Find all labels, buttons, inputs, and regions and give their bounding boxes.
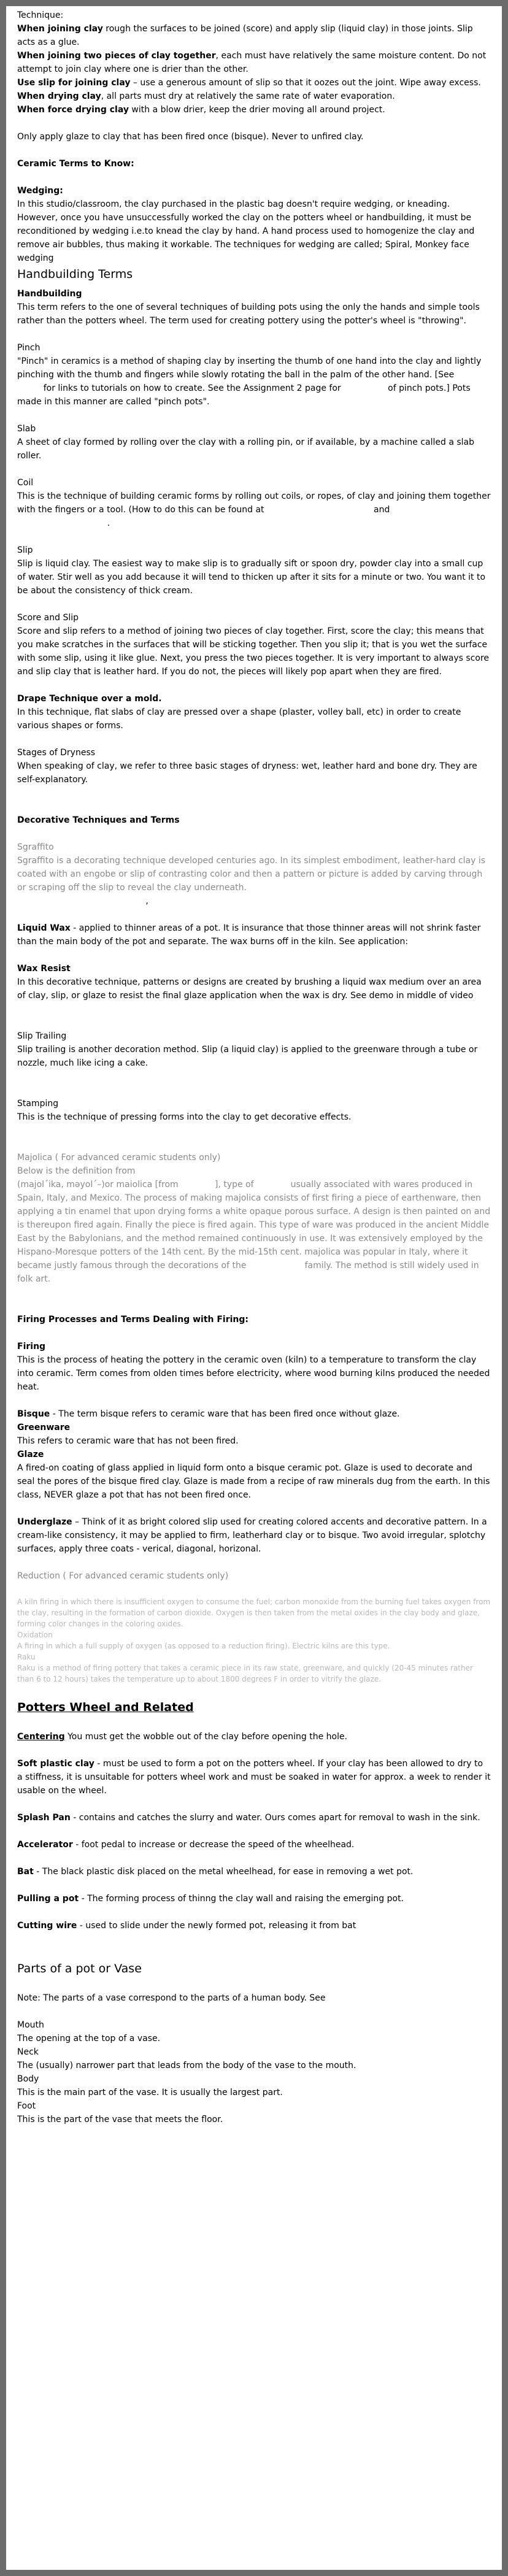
stamping-title: Stamping	[17, 1099, 59, 1109]
parts-heading: Parts of a pot or Vase	[17, 1962, 142, 1975]
term-text: for links to tutorials on how to create. See the Assignment 2 page for	[43, 383, 341, 393]
decorative-heading: Decorative Techniques and Terms	[17, 815, 180, 825]
part-title: Body	[17, 2074, 39, 2084]
wax-resist-link[interactable]: wax resist demo video link	[17, 1004, 132, 1014]
tip-term: When joining clay	[17, 24, 103, 34]
underglaze	[17, 1515, 491, 1556]
raku-text: Raku is a method of firing pottery that takes a ceramic piece in its raw state, greenware, and quickly (20-45 minutes rather than 6 to 12 hours) takes the temperature up to about 1800 degrees F in order to vitrify the glaze.	[17, 1664, 473, 1683]
tip-drying	[17, 90, 491, 103]
term-title: Bisque	[17, 1409, 50, 1419]
firing-heading: Firing Processes and Terms Dealing with Firing:	[17, 1315, 249, 1325]
tip-text: , each must have relatively the same moisture content. Do not attempt to join clay where one is drier than the other.	[17, 51, 487, 74]
term-title: Bat	[17, 1867, 34, 1877]
term-text: ], type of	[215, 1180, 254, 1190]
pinch-text	[17, 355, 491, 409]
term-title: Soft plastic clay	[17, 1759, 94, 1769]
term-text: and	[374, 505, 390, 515]
term-text: A sheet of clay formed by rolling over the clay with a rolling pin, or if available, by a machine called a slab roller.	[17, 437, 475, 461]
term-text: - used to slide under the newly formed pot, releasing it from bat	[77, 1921, 356, 1931]
wheel-item	[17, 1757, 491, 1797]
stamping-links	[17, 1124, 491, 1137]
stamping-text: This is the technique of pressing forms into the clay to get decorative effects.	[17, 1112, 352, 1122]
term-text: – Think of it as bright colored slip used for creating colored accents and decorative pattern. In a cream-like consistency, it may be applied to firm, leatherhard clay or to bisque. Two avoid irregular, splotchy surfaces, apply three coats - verical, diagonal, horizonal.	[17, 1517, 487, 1554]
term-title: Handbuilding	[17, 289, 82, 299]
pinch-examples-link[interactable]: examples	[344, 383, 385, 393]
term-text: Slip trailing is another decoration method. Slip (a liquid clay) is applied to the greenware through a tube or nozzle, much like icing a cake.	[17, 1045, 478, 1068]
term-text: - The forming process of thinng the clay wall and raising the emerging pot.	[79, 1894, 404, 1904]
term-text: .	[107, 518, 110, 528]
term-title: Stages of Dryness	[17, 748, 96, 758]
coil-video-link[interactable]: this coil pot video tutorial from a potter	[17, 505, 469, 528]
bisque	[17, 1407, 491, 1421]
term-text: of pinch pots.] Pots made in this manner are called "pinch pots".	[17, 383, 471, 407]
term-text: In this technique, flat slabs of clay are pressed over a shape (plaster, volley ball, etc) in order to create various shapes or forms.	[17, 707, 461, 731]
tip-term: When joining two pieces of clay together	[17, 51, 216, 61]
part-text: This is the part of the vase that meets the floor.	[17, 2115, 223, 2124]
greenware-title: Greenware	[17, 1423, 71, 1432]
tip-term: When drying clay	[17, 91, 101, 101]
term-title: Liquid Wax	[17, 923, 71, 933]
term-text: Below is the definition from	[17, 1166, 136, 1176]
wheel-item	[17, 1892, 491, 1905]
coil-text	[17, 490, 491, 530]
part-text: This is the main part of the vase. It is usually the largest part.	[17, 2088, 283, 2097]
parts-note	[17, 1991, 491, 2005]
term-text: usually associated with wares produced in Spain, Italy, and Mexico. The process of making majolica consists of first firing a piece of earthenware, then applying a tin enamel that upon drying forms a white opaque porous surface. A design is then painted on and is thereupon fired again. Finally the piece is fired again. This type of ware was produced in the ancient Middle East by the Babylonians, and the method remained continuously in use. It was extensively employed by the Hispano-Moresque potters of the 14th cent. By the mid-15th cent. majolica was popular in Italy, where it became justly famous through the decorations of the	[17, 1180, 491, 1271]
wedging-text: In this studio/classroom, the clay purchased in the plastic bag doesn't require wedging, or kneading. However, once you have unsuccessfully worked the clay on the potters wheel or handbuilding, it must be reconditioned by wedging i.e.to knead the clay by hand. A hand process used to homogenize the clay and remove air bubbles, thus making it workable. The techniques for wedging are called; Spiral, Monkey face wedging	[17, 199, 475, 263]
tip-joining	[17, 22, 491, 49]
wheel-item	[17, 1838, 491, 1851]
slip-trailing	[17, 1043, 491, 1070]
tip-moisture	[17, 49, 491, 76]
glaze-title: Glaze	[17, 1450, 44, 1459]
part-title: Foot	[17, 2101, 36, 2111]
technique-heading: Technique:	[17, 10, 64, 20]
glaze-note: Only apply glaze to clay that has been fired once (bisque). Never to unfired clay.	[17, 132, 364, 142]
slip-trailing-tutorial-link[interactable]: slip trailing tutorial video link	[17, 1072, 143, 1082]
term-text: Note: The parts of a vase correspond to the parts of a human body. See	[17, 1993, 326, 2003]
term-title: Cutting wire	[17, 1921, 77, 1931]
wax-resist	[17, 975, 491, 1016]
liquid-wax	[17, 921, 491, 962]
tip-text: , all parts must dry at relatively the same rate of water evaporation.	[101, 91, 395, 101]
document-body	[6, 6, 502, 2126]
glaze-text: A fired-on coating of glass applied in liquid form onto a bisque ceramic pot. Glaze is used to decorate and seal the pores of the bisque fired clay. Glaze is made from a recipe of raw minerals dug from the earth. In this class, NEVER glaze a pot that has not been fired once.	[17, 1463, 490, 1500]
reduction-title: Reduction ( For advanced ceramic students only)	[17, 1571, 229, 1581]
raku-title: Raku	[17, 1653, 36, 1661]
term-text: This term refers to the one of several techniques of building pots using the only the hands and simple tools rather than the potters wheel. The term used for creating pottery using the potter's wheel is "throwing".	[17, 302, 480, 326]
della-robbia-link[interactable]: della Robbia	[248, 1261, 302, 1271]
term-title: Coil	[17, 478, 34, 488]
document-page	[6, 6, 502, 2570]
pottery-link[interactable]: pottery	[256, 1180, 288, 1190]
term-title: Drape Technique over a mold.	[17, 694, 162, 704]
term-text: - contains and catches the slurry and water. Ours comes apart for removal to wash in the sink.	[70, 1813, 480, 1823]
slip-trailing-video-link[interactable]: Slip trailing video link	[150, 1058, 244, 1068]
term-title: Centering	[17, 1732, 65, 1742]
tip-force-drying	[17, 103, 491, 117]
wheel-item	[17, 1919, 491, 1932]
part-title: Neck	[17, 2047, 39, 2057]
term-text: (majol´ika, məyol´–)or maiolica [from	[17, 1180, 179, 1190]
sgraffito-examples-link[interactable]: See examples	[151, 896, 212, 906]
diagram-link[interactable]: this diagram	[328, 1993, 383, 2003]
tip-term: Use slip for joining clay	[17, 78, 131, 88]
wheel-item	[17, 1865, 491, 1878]
handbuilding-heading: Handbuilding Terms	[17, 267, 133, 281]
slip-trailing-title: Slip Trailing	[17, 1031, 67, 1041]
term-title: Slab	[17, 424, 36, 434]
tip-text: with a blow drier, keep the drier moving all around project.	[128, 105, 385, 115]
term-title: Slip	[17, 545, 33, 555]
term-title: Underglaze	[17, 1517, 72, 1527]
stamping-examples-link[interactable]: See examples of stamping in ceramics	[17, 1126, 183, 1136]
term-title: Pulling a pot	[17, 1894, 79, 1904]
tip-slip	[17, 76, 491, 90]
oxidation-text: A firing in which a full supply of oxygen (as opposed to a reduction firing). Electric kilns are this type.	[17, 1642, 390, 1650]
wheel-heading: Potters Wheel and Related	[17, 1701, 194, 1714]
majolica-title: Majolica ( For advanced ceramic students only)	[17, 1153, 221, 1163]
oxidation-title: Oxidation	[17, 1631, 53, 1639]
term-text: - applied to thinner areas of a pot. It is insurance that those thinner areas will not shrink faster than the main body of the pot and separate. The wax burns off in the kiln. See application:	[17, 923, 481, 947]
greenware-text: This refers to ceramic ware that has not been fired.	[17, 1436, 239, 1446]
term-text: Slip is liquid clay. The easiest way to make slip is to gradually sift or spoon dry, powder clay into a small cup of water. Stir well as you add because it will tend to thicken up after it sits for a minute or two. You want it to be about the consistency of thick cream.	[17, 559, 486, 596]
pinch-video-link[interactable]: this video	[17, 370, 473, 393]
firing-text: This is the process of heating the pottery in the ceramic oven (kiln) to a temperature to transform the clay into ceramic. Term comes from olden times before electricity, where wood burning kilns produced the needed heat.	[17, 1355, 490, 1392]
term-title: Accelerator	[17, 1840, 73, 1850]
tip-term: When force drying clay	[17, 105, 129, 115]
term-text: family. The method is still widely used in folk art.	[17, 1261, 479, 1284]
slip-trailing-more	[17, 1070, 491, 1083]
sgraffito-text: Sgraffito is a decorating technique developed centuries ago. In its simplest embodiment, leather-hard clay is coated with an engobe or slip of contrasting color and then a pattern or picture is added by carving through or scraping off the slip to reveal the clay underneath.	[17, 856, 486, 893]
term-text: - The black plastic disk placed on the metal wheelhead, for ease in removing a wet pot.	[33, 1867, 414, 1877]
wheel-item	[17, 1811, 491, 1824]
sgraffito-video-link[interactable]: Sgraffito demonstration video	[17, 896, 146, 906]
term-text: Score and slip refers to a method of joining two pieces of clay together. First, score the clay; this means that you make scratches in the surfaces that will be sticking together. Then you slip it; that is you wet the surface with some slip, using it like glue. Next, you press the two pieces together. It is very important to always score and slip clay that is leather hard. If you do not, the pieces will likely pop apart when they are fired.	[17, 626, 490, 677]
majorca-link[interactable]: Majorca	[181, 1180, 215, 1190]
firing-title: Firing	[17, 1342, 46, 1351]
wax-resist-title: Wax Resist	[17, 964, 71, 974]
term-text: You must get the wobble out of the clay before opening the hole.	[64, 1732, 348, 1742]
term-text: - The term bisque refers to ceramic ware that has been fired once without glaze.	[50, 1409, 400, 1419]
part-text: The (usually) narrower part that leads from the body of the vase to the mouth.	[17, 2061, 356, 2070]
sgraffito-links: Sgraffito demonstration video, See examples	[17, 896, 212, 906]
term-text: "Pinch" in ceramics is a method of shaping clay by inserting the thumb of one hand into the clay and lightly pinching with the thumb and fingers while slowly rotating the ball in the palm of the other hand. [See	[17, 356, 482, 380]
coil-tutorial-link[interactable]: this coil building tutorial	[267, 505, 371, 515]
slip-trailing-examples-link[interactable]: See examples	[246, 1058, 307, 1068]
tip-text: rough the surfaces to be joined (score) and apply slip (liquid clay) in those joints. Slip acts as a glue.	[17, 24, 473, 47]
majolica-text	[17, 1164, 491, 1286]
part-title: Mouth	[17, 2020, 44, 2030]
wedging-title: Wedging:	[17, 186, 63, 196]
part-text: The opening at the top of a vase.	[17, 2034, 161, 2043]
tip-text: – use a generous amount of slip so that it oozes out the joint. Wipe away excess.	[130, 78, 481, 88]
term-text: - must be used to form a pot on the potters wheel. If your clay has been allowed to dry to a stiffness, it is unsuitable for potters wheel work and must be soaked in water for approx. a week to render it usable on the wheel.	[17, 1759, 491, 1796]
term-text: This is the technique of building ceramic forms by rolling out coils, or ropes, of clay and joining them together with the fingers or a tool. (How to do this can be found at	[17, 491, 491, 515]
term-title: Pinch	[17, 343, 40, 353]
term-text: - foot pedal to increase or decrease the speed of the wheelhead.	[72, 1840, 355, 1850]
term-text: In this decorative technique, patterns or designs are created by brushing a liquid wax medium over an area of clay, slip, or glaze to resist the final glaze application when the wax is dry. See demo in middle of video	[17, 977, 482, 1001]
merriam-webster-link[interactable]: Merriam-Webster	[138, 1166, 212, 1176]
liquid-wax-link[interactable]: liquid wax application video link	[17, 937, 455, 960]
term-title: Score and Slip	[17, 613, 79, 623]
term-text: When speaking of clay, we refer to three basic stages of dryness: wet, leather hard and bone dry. They are self-explanatory.	[17, 761, 477, 785]
sgraffito-title: Sgraffito	[17, 842, 54, 852]
ceramic-terms-heading: Ceramic Terms to Know:	[17, 159, 134, 169]
term-title: Splash Pan	[17, 1813, 71, 1823]
reduction-text: A kiln firing in which there is insufficient oxygen to consume the fuel; carbon monoxide from the burning fuel takes oxygen from the clay, resulting in the formation of carbon dioxide. Oxygen is then taken from the metal oxides in the clay body and glaze, forming color changes in the coloring oxides.	[17, 1598, 491, 1628]
wheel-item	[17, 1730, 491, 1744]
